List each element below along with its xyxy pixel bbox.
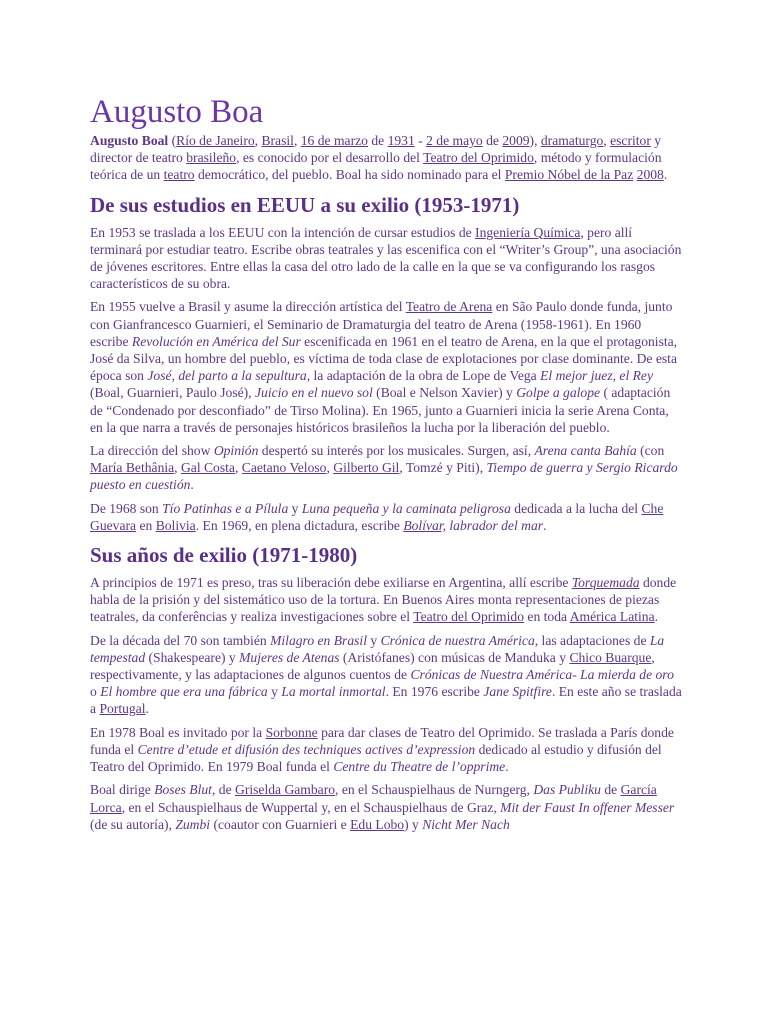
link-premio-nobel[interactable]: Premio Nóbel de la Paz [504,167,634,183]
text: y [366,632,381,648]
text: escenificada en 1961 en el teatro de Arena, en la que el protagonista, José da Silva, un hombre del pueblo, es víctima de toda clase de explotaciones por clase dominante. De esta época son [90,333,678,384]
link-brasil[interactable]: Brasil [261,133,294,148]
link-teatro-oprimido[interactable]: Teatro del Oprimido [423,150,534,166]
text: , las adaptaciones de [534,632,650,648]
link-garcia-lorca[interactable]: García Lorca [90,782,657,815]
link-maria-bethania[interactable]: María Bethânia [90,460,175,476]
work-title: La mortal inmortal [281,684,386,700]
text: En 1953 se traslada a los EEUU con la intención de cursar estudios de [90,224,476,240]
section-heading-exilio: Sus años de exilio (1971-1980) [90,543,358,568]
text: donde habla de la prisión y del sistemático uso de la tortura. En Buenos Aires monta representaciones de piezas teatrales, da conferências y realiza investigaciones sobre el [90,575,677,625]
text: En 1955 vuelve a Brasil y asume la dirección artística del [90,299,406,315]
text: de [367,133,388,148]
text: . [663,167,668,183]
link-2008[interactable]: 2008 [636,167,664,183]
paragraph [90,724,682,776]
work-title: Golpe a galope [516,385,601,401]
work-title: Luna pequeña y la caminata peligrosa [301,500,511,516]
work-title: Tío Patinhas e a Pílula [162,500,289,516]
link-2-mayo[interactable]: 2 de mayo [426,133,483,148]
text: , Tomzé y Piti), [399,460,487,476]
link-teatro[interactable]: teatro [163,167,195,183]
text: democrático, del pueblo. Boal ha sido nominado para el [194,167,505,183]
text: . En este año se traslada a [90,684,682,717]
link-16-marzo[interactable]: 16 de marzo [300,133,368,148]
text: de [482,133,503,148]
text: despertó su interés por los musicales. Surgen, así, [258,443,535,459]
text: en toda [524,609,570,625]
link-gal-costa[interactable]: Gal Costa [180,460,235,476]
work-title: Crónica de nuestra América [380,632,535,648]
text: ), [529,133,541,148]
intro-paragraph [90,132,682,184]
work-title: Tiempo de guerra y Sergio Ricardo puesto en cuestión [90,460,678,493]
paragraph [90,298,682,436]
work-title: Mujeres de Atenas [239,649,340,665]
text: , [603,133,611,148]
link-escritor[interactable]: escritor [610,133,651,148]
link-chico-buarque[interactable]: Chico Buarque [569,649,652,665]
link-teatro-arena[interactable]: Teatro de Arena [405,299,493,315]
work-title: Nicht Mer Nach [422,816,510,832]
text: (coautor con Guarnieri e [210,816,351,832]
paragraph [90,442,682,494]
text: , [326,460,334,476]
text: En 1978 Boal es invitado por la [90,724,266,740]
text: dedicada a la lucha del [510,500,642,516]
text: ) y [404,816,423,832]
text: , pero allí terminará por estudiar teatro. Escribe obras teatrales y las escenifica con el “Writer’s Group”, una asociación de jóvenes escritores. Entre ellas la casa del otro lado de la calle en la que se va configurando los rasgos característicos de su obra. [90,224,682,292]
text: . [505,759,509,775]
text: ( adaptación de “Condenado por desconfiado” de Tirso Molina). En 1965, junto a Guarnieri inicia la serie Arena Conta, en la que narra a través de personajes históricos brasileños la lucha por la liberación del pueblo. [90,385,671,435]
work-title: Revolución en América del Sur [131,333,301,349]
text: La dirección del show [90,443,214,459]
text: dedicado al estudio y difusión del Teatro del Oprimido. En 1979 Boal funda el [90,741,662,775]
link-brasileno[interactable]: brasileño [186,150,237,166]
text: , [293,133,301,148]
text: A principios de 1971 es preso, tras su liberación debe exiliarse en Argentina, allí escribe [90,575,572,591]
link-dramaturgo[interactable]: dramaturgo [540,133,604,148]
link-bolivar[interactable]: Bolívar, [403,517,446,533]
link-ingenieria-quimica[interactable]: Ingeniería Química [475,224,581,240]
work-title: Arena canta Bahía [534,443,637,459]
work-title: Zumbi [175,816,211,832]
work-title: La tempestad [90,632,665,665]
text: De la década del 70 son también [90,632,271,648]
link-sorbonne[interactable]: Sorbonne [265,724,318,740]
link-edu-lobo[interactable]: Edu Lobo [350,816,405,832]
text: , en el Schauspielhaus de Nurngerg, [335,782,534,798]
article [90,92,682,839]
paragraph [90,500,682,534]
paragraph [90,632,682,718]
paragraph [90,781,682,833]
text: . En 1976 escribe [385,684,484,700]
work-title: Crónicas de Nuestra América- La mierda de oro [410,667,674,683]
link-america-latina[interactable]: América Latina [569,609,655,625]
paragraph [90,224,682,293]
link-griselda-gambaro[interactable]: Griselda Gambaro [235,782,336,798]
work-title: Jane Spitfire [483,684,552,700]
link-che-guevara[interactable]: Che Guevara [90,500,664,533]
text: , [254,133,262,148]
section-heading-estudios: De sus estudios en EEUU a su exilio (1953-1971) [90,192,520,217]
link-rio[interactable]: Río de Janeiro [176,133,255,148]
text: . [654,609,659,625]
text: (con [636,443,665,459]
text: . [543,517,547,533]
text: , [234,460,242,476]
text: y director de teatro [90,133,662,166]
subject-name: Augusto Boal [90,133,169,148]
work-title: Mit der Faust In offener Messer [500,799,675,815]
work-title: Juicio en el nuevo sol [254,385,373,401]
work-title: Boses Blut [154,782,212,798]
link-gilberto-gil[interactable]: Gilberto Gil [333,460,400,476]
text: (Boal e Nelson Xavier) y [372,385,517,401]
text: Boal dirige [90,782,155,798]
text: de [600,782,621,798]
text: (Aristófanes) con músicas de Manduka y [339,649,570,665]
work-title: Centre d’etude et difusión des techniques actives d’expression [137,741,476,757]
text: , en el Schauspielhaus de Wuppertal y, en el Schauspielhaus de Graz, [121,799,501,815]
text: y [267,684,282,700]
text: o [90,684,101,700]
work-title: El mejor juez, el Rey [540,368,653,384]
link-2009[interactable]: 2009 [502,133,530,148]
work-title: José, del parto a la sepultura [147,368,307,384]
link-portugal[interactable]: Portugal [99,701,146,717]
text: . En 1969, en plena dictadura, escribe [195,517,404,533]
text: , de [211,782,235,798]
work-title: labrador del mar [446,517,544,533]
work-title: Opinión [213,443,259,459]
text: en [136,517,156,533]
link-1931[interactable]: 1931 [387,133,415,148]
link-torquemada[interactable]: Torquemada [571,575,640,591]
work-title: Das Publiku [533,782,601,798]
text: (Shakespeare) y [145,649,240,665]
text: , [174,460,181,476]
work-title: El hombre que era una fábrica [100,684,268,700]
text: en São Paulo donde funda, junto con Gianfrancesco Guarnieri, el Seminario de Dramaturgia del teatro de Arena (1958-1961). En 1960 escribe [90,299,673,349]
text: , respectivamente, y las adaptaciones de algunos cuentos de [90,649,655,683]
text: para dar clases de Teatro del Oprimido. Se traslada a París donde funda el [90,724,674,757]
link-bolivia[interactable]: Bolivia [155,517,196,533]
text: , es conocido por el desarrollo del [236,150,424,166]
text: (de su autoría), [90,816,176,832]
text: . [145,701,149,717]
link-teatro-oprimido-2[interactable]: Teatro del Oprimido [413,609,525,625]
link-caetano-veloso[interactable]: Caetano Veloso [241,460,327,476]
page-title: Augusto Boa [90,94,264,130]
text: ( [168,133,177,148]
work-title: Milagro en Brasil [270,632,367,648]
work-title: Centre du Theatre de l’opprime [333,759,506,775]
text: - [414,133,427,148]
text: , método y formulación teórica de un [90,150,662,183]
paragraph [90,574,682,626]
text: De 1968 son [90,500,163,516]
text: (Boal, Guarnieri, Paulo José), [90,385,255,401]
text: . [190,477,194,493]
text: , la adaptación de la obra de Lope de Vega [306,368,541,384]
text: y [288,500,302,516]
